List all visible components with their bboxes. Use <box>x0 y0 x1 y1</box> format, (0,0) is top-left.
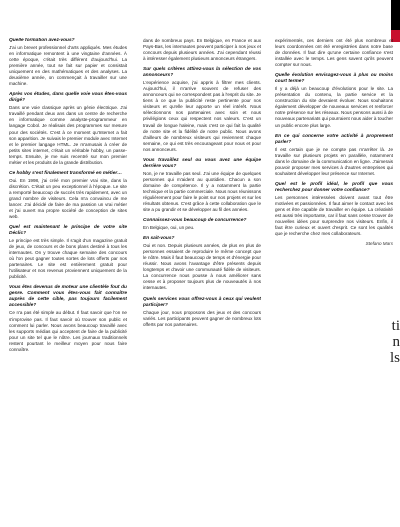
interview-answer: Chaque jour, nous proposons des jeux et des concours variés. Les participants peuvent gagner de nombreux lots offerts par nos partenaires. <box>143 309 261 327</box>
interview-answer: Les personnes intéressées doivent avant tout être motivées et passionnées. Il faut aimer le contact avec les gens et être capable de travailler en équipe. La créativité est aussi très importante, car il faut sans cesse trouver de nouvelles idées pour surprendre nos visiteurs. Enfin, il faut être curieux et ouvert d'esprit. Ce sont les qualités que je recherche chez mes collaborateurs. <box>275 194 393 237</box>
interview-answer: J'ai un brevet professionnel d'arts appliqués. Mes études en informatique remontent à une vingtaine d'années. À cette époque, c'était très différent d'aujourd'hui. La première année, tout se fait sur papier et consistait uniquement en des mathématiques et des analyses. La deuxième année, on commençait à travailler sur une machine. <box>9 45 127 87</box>
page-edge-black-tab <box>391 0 400 30</box>
article-column-3 <box>275 38 393 410</box>
interview-answer: Oui et non. Depuis plusieurs années, de plus en plus de personnes essaient de reproduire le même concept que le nôtre. Mais il faut beaucoup de temps et d'énergie pour réussir. Nous avons l'avantage d'être présents depuis longtemps et d'avoir une communauté fidèle de visiteurs. La concurrence nous pousse à nous améliorer sans cesse et à proposer toujours plus de nouveautés à nos internautes. <box>143 243 261 291</box>
interview-question: Sur quels critères attirez-vous la sélection de vos annonceurs? <box>143 67 261 79</box>
edge-text-line: n <box>392 334 400 350</box>
article-column-2 <box>143 38 261 508</box>
author-signature: Stefano Mars <box>365 241 393 247</box>
interview-question: Connaissez-vous beaucoup de concurrence? <box>143 218 247 224</box>
interview-answer: Le principe est très simple. Il s'agit d'un magazine gratuit de jeux, de concours et de bons plans destiné à tous les internautes. On y trouve chaque semaine des concours où l'on peut gagner toutes sortes de lots offerts par nos partenaires. Le site est entièrement gratuit pour l'utilisateur et nos revenus proviennent uniquement de la publicité. <box>9 238 127 280</box>
interview-answer: dans de nombreux pays. En Belgique, en France et aux Pays-Bas, les internautes peuvent participer à nos jeux et concours depuis plusieurs années. J'ai cependant réussi à intéresser également plusieurs annonceurs étrangers. <box>143 38 261 62</box>
article-column-1 <box>9 38 127 508</box>
interview-question: Quel est le profil idéal, le profil que vous recherchez pour donner votre confiance? <box>275 181 393 193</box>
interview-question: En ce qui concerne votre activité à proprement parler? <box>275 133 393 145</box>
interview-question: Après vos études, dans quelle voie vous êtes-vous dirigé? <box>9 92 127 104</box>
interview-answer: Non, je ne travaille pas seul. J'ai une équipe de quelques personnes qui m'aident au quotidien. Chacun a son domaine de compétence. Il y a notamment la partie technique et la partie commerciale. Nous nous réunissons régulièrement pour faire le point sur nos projets et sur les résultats obtenus. C'est grâce à cette collaboration que le site a pu grandir et se développer au fil des années. <box>143 170 261 213</box>
interview-question: Quels services vous offrez-vous à ceux qui veulent participer? <box>143 296 261 308</box>
interview-answer: Il est certain que je ne compte pas m'arrêter là. Je travaille sur plusieurs projets en parallèle, notamment dans le domaine de la communication en ligne. J'aimerais pouvoir proposer mes services à d'autres entreprises qui souhaitent développer leur présence sur Internet. <box>275 146 393 176</box>
interview-answer: Dans une voie classique après un génie électrique. J'ai travaillé pendant deux ans dans un centre de recherche en informatique comme analyste-programmeur en langage Cobol. Je réalisais des programmes sur mesure pour des sociétés. C'est à ce moment qu'Internet a fait son apparition. Je suivais le premier module avec Internet et le premier langage HTML. Je m'amusais à créer de petits sites internet, c'était un véritable hobby, un passe-temps. Ensuite, je me suis recentré sur mon premier métier et les produits de la grande distribution. <box>9 105 127 165</box>
interview-question: Vous êtes devenus de moteur une clientèle fout du genre. Comment vous êtes-vous fait connaître auprès de cette cible, pas toujours facilement accessible? <box>9 285 127 309</box>
edge-text-line: ti <box>391 318 400 334</box>
interview-question: En sait-vous? <box>143 236 175 242</box>
edge-text-line: ls <box>389 350 400 366</box>
interview-answer: L'expérience acquise, j'ai appris à filtrer mes clients. Aujourd'hui, il m'arrive souvent de refuser des annonceurs qui ne correspondent pas à l'esprit du site. Je tiens à ce que la publicité reste pertinente pour nos visiteurs et qu'elle leur apporte un réel intérêt. Nous sélectionnons nos partenaires avec soin et nous privilégions ceux qui respectent nos valeurs. C'est un travail de longue haleine, mais c'est ce qui fait la qualité de notre site et la fidélité de notre public. Nous avons d'ailleurs de nombreux visiteurs qui reviennent chaque semaine, ce qui est très encourageant pour nous et pour nos annonceurs. <box>143 80 261 152</box>
interview-answer: expérimentés, ces derniers ont été plus nombreux et leurs coordonnées ont été enregistrées dans notre base de données. Il faut dire qu'une certaine confiance s'est installée avec le temps. Les gens savent qu'ils peuvent compter sur nous. <box>275 38 393 68</box>
interview-question: Quel est maintenant le principe de votre site Déclic? <box>9 225 127 237</box>
interview-question: Quelle évolution envisagez-vous à plus ou moins court terme? <box>275 73 393 85</box>
interview-question: Vous travaillez seul ou vous avez une équipe derrière vous? <box>143 157 261 169</box>
interview-answer: Il y a déjà un beaucoup d'évolutions pour le site. La présentation du contenu, la partie service et la construction du site devraient évoluer. Nous souhaitons également développer de nouveaux services et renforcer notre présence sur les réseaux. Nous pensons aussi à de nouveaux partenariats qui pourraient nous aider à toucher un public encore plus large. <box>275 86 393 128</box>
interview-answer: Oui. En 1998, j'ai créé mon premier vrai site, dans la discrétion. C'était un peu exceptionnel à l'époque. Le site a remporté beaucoup de succès très rapidement, avec un grand nombre de visiteurs. Cela m'a convaincu de me lancer. J'ai décidé de faire de ma passion un vrai métier et j'ai ouvert ma propre société de conception de sites web. <box>9 177 127 220</box>
interview-answer: Ce n'a pas été simple au début. Il faut savoir que l'on ne s'improvise pas. Il faut savoir où trouver son public et comment lui parler. Nous avons beaucoup travaillé avec les supports médias qui acceptent de faire de la publicité pour un site tel que le nôtre. Les journaux traditionnels restent pourtant le meilleur moyen pour nous faire connaître. <box>9 310 127 352</box>
interview-question: Ce hobby s'est finalement transformé en métier… <box>9 170 123 176</box>
interview-answer: En Belgique, oui, un peu. <box>143 225 195 231</box>
interview-question: Quelle formation avez-vous? <box>9 38 75 43</box>
